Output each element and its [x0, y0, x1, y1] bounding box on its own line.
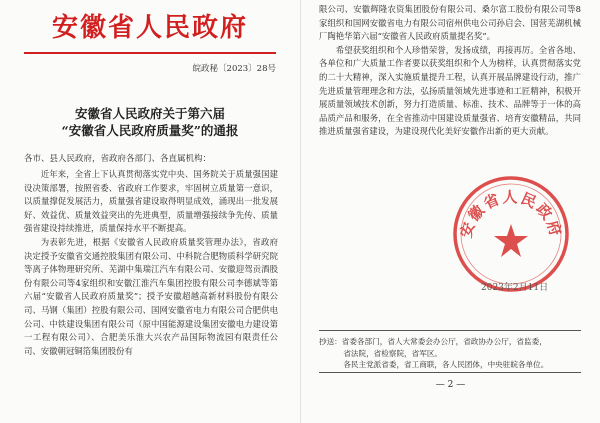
addressee-line: 各市、县人民政府，省政府各部门、各直属机构：: [24, 154, 212, 164]
body-paragraph: 为表彰先进，根据《安徽省人民政府质量奖管理办法》，省政府决定授予安徽省交通控股集团有限公司、中科院合肥物质科学研究院等离子体物理研究所、芜湖中集瑞江汽车有限公司、安徽迎驾贡酒股份有限公司等4家组织和安徽江淮汽车集团控股有限公司李德斌等第六届“安徽省人民政府质量奖”；授予安徽超越高新材料股份有限公司、马钢（集团）控股有限公司、国网安徽省电力有限公司合肥供电公司、中铁建设集团有限公司（原中国能源建设集团安徽电力建设第一工程有限公司）、合肥美乐淮大兴农产品国际物流园有限责任公司、安徽朝冠铜箔集团股份有: [24, 236, 278, 356]
body-paragraph: 近年来，全省上下认真贯彻落实党中央、国务院关于质量强国建设决策部署，按照省委、省政府工作要求，牢固树立质量第一意识，以质量撑促发展活力，质量强省建设取得明显成效，涌现出一批发展好、效益优、质量效益突出的先进典型，质量增强接续争先传、质量强省建设持续推进，质量保持水平不断提高。: [24, 169, 278, 234]
cc-line: 各民主党派省委，省工商联，各人民团体，中央驻皖各单位。: [343, 360, 549, 369]
body-paragraph: 限公司、安徽辉隆农资集团股份有限公司、桑尔富工股份有限公司等8家组织和国网安徽省电力有限公司宿州供电公司孙启会、国营芜湖机械厂陶艳华第六届“安徽省人民政府质量提名奖”。: [319, 4, 581, 42]
cc-bottom-rule: [319, 372, 581, 373]
cc-line: 省法院，省检察院，省军区。: [343, 348, 443, 358]
title-line-2: “安徽省人民政府质量奖”的通报: [61, 123, 239, 138]
svg-text:安徽省人民政府: 安徽省人民政府: [456, 188, 566, 240]
masthead-red-rule: [24, 52, 276, 54]
cc-line: 抄送：省委各部门，省人大常委会办公厅，省政协办公厅，省监委，: [319, 337, 547, 346]
right-page: [301, 0, 600, 423]
government-masthead: 安徽省人民政府: [51, 13, 248, 43]
issue-date: 2023年2月11日: [481, 283, 549, 293]
document-title: [20, 105, 280, 139]
title-line-1: 安徽省人民政府关于第六届: [74, 106, 225, 121]
body-paragraph: 希望获奖组织和个人珍惜荣誉，发扬成绩，再接再厉。全省各地、各单位和广大质量工作者要以获奖组织和个人为榜样，认真贯彻落实党的二十大精神，深入实施质量提升工程，认真开展品牌建设行动，推广先进质量管理理念和方法，弘扬质量领域先进事迹和工匠精神，积极开展质量领域技术创新，努力打造质量、标准、技术、品牌等于一体的高品质产品和服务，在全省推动中国建设质量强省、培育安徽精品，共同推进质量强省建设，为建设现代化美好安徽作出新的更大贡献。: [319, 44, 581, 137]
document-number: 皖政秘〔2023〕28号: [192, 64, 276, 74]
right-body-text: [319, 3, 581, 139]
cc-block: [319, 336, 581, 371]
left-body-text: [24, 168, 278, 358]
cc-top-rule: [319, 330, 581, 331]
official-seal-icon: [449, 172, 573, 296]
page-number: — 2 —: [435, 380, 466, 390]
